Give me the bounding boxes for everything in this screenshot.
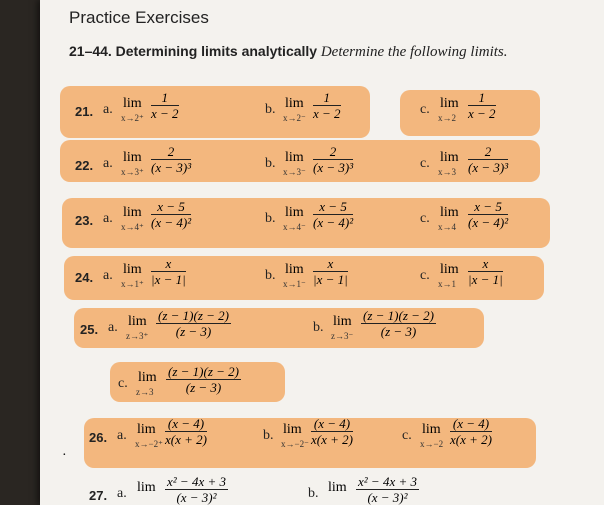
fraction-numerator: x xyxy=(468,256,503,272)
lim-operator: lim xyxy=(138,370,157,385)
part-label: a. xyxy=(103,268,113,283)
limit-subscript: z→3⁺ xyxy=(126,331,149,341)
limit-subscript: z→3⁻ xyxy=(331,331,354,341)
problem-number: 26. xyxy=(89,430,108,445)
lim-operator: lim xyxy=(285,205,304,220)
fraction xyxy=(356,474,419,505)
fraction-denominator: (x − 3)³ xyxy=(313,160,354,175)
fraction-numerator: (x − 4) xyxy=(311,416,353,432)
part-label: a. xyxy=(117,428,127,443)
lim-operator: lim xyxy=(128,314,147,329)
part-label: c. xyxy=(402,428,412,443)
fraction-numerator: 1 xyxy=(468,90,496,106)
fraction-denominator: (x − 4)² xyxy=(151,215,192,230)
part-label: a. xyxy=(103,156,113,171)
fraction-denominator: x − 2 xyxy=(313,106,341,121)
fraction xyxy=(313,144,353,175)
limit-subscript: x→2⁺ xyxy=(121,113,144,123)
exercise-instructions xyxy=(69,40,549,63)
fraction xyxy=(165,474,228,505)
fraction xyxy=(151,144,191,175)
limit-subscript: x→1⁻ xyxy=(283,279,306,289)
fraction xyxy=(313,90,341,121)
lim-operator: lim xyxy=(440,96,459,111)
fraction-numerator: 1 xyxy=(151,90,179,106)
limit-subscript: x→3⁺ xyxy=(121,167,144,177)
part-label: c. xyxy=(420,268,430,283)
part-label: b. xyxy=(263,428,274,443)
limit-subscript: x→3⁻ xyxy=(283,167,306,177)
lim-operator: lim xyxy=(123,205,142,220)
lim-operator: lim xyxy=(285,150,304,165)
limit-subscript: x→4 xyxy=(438,222,456,232)
problem-number: 23. xyxy=(75,213,94,228)
part-label: b. xyxy=(265,268,276,283)
fraction-numerator: 1 xyxy=(313,90,341,106)
limit-subscript: x→3 xyxy=(438,167,456,177)
lim-operator: lim xyxy=(123,150,142,165)
lim-operator: lim xyxy=(283,422,302,437)
part-label: a. xyxy=(108,320,118,335)
lim-operator: lim xyxy=(328,480,347,495)
fraction-denominator: |x − 1| xyxy=(313,272,348,287)
limit-subscript: z→3 xyxy=(136,387,154,397)
part-label: c. xyxy=(118,376,128,391)
limit-subscript: x→1 xyxy=(438,279,456,289)
fraction xyxy=(468,199,508,230)
fraction-numerator: (z − 1)(z − 2) xyxy=(363,308,434,323)
fraction-numerator: 2 xyxy=(313,144,353,160)
fraction xyxy=(311,416,353,447)
fraction-denominator: (x − 3)³ xyxy=(151,160,192,175)
part-label: b. xyxy=(308,486,319,501)
problem-number: 27. xyxy=(89,488,108,503)
fraction-denominator: x(x + 2) xyxy=(450,432,492,447)
part-label: b. xyxy=(265,211,276,226)
fraction-numerator: x − 5 xyxy=(151,199,191,215)
limit-subscript: x→−2⁺ xyxy=(135,439,163,449)
fraction-numerator: (z − 1)(z − 2) xyxy=(168,364,239,379)
fraction-numerator: x xyxy=(151,256,186,272)
fraction-denominator: (x − 3)² xyxy=(367,490,408,505)
part-label: c. xyxy=(420,156,430,171)
fraction-numerator: x² − 4x + 3 xyxy=(167,474,226,489)
exercise-heading: Determining limits analytically xyxy=(115,43,318,59)
limit-subscript: x→4⁺ xyxy=(121,222,144,232)
fraction xyxy=(313,256,348,287)
part-label: b. xyxy=(265,156,276,171)
lim-operator: lim xyxy=(137,422,156,437)
lim-operator: lim xyxy=(440,262,459,277)
fraction xyxy=(468,256,503,287)
lim-operator: lim xyxy=(440,150,459,165)
fraction xyxy=(165,416,207,447)
fraction-denominator: (z − 3) xyxy=(175,324,212,339)
lim-operator: lim xyxy=(285,262,304,277)
limit-subscript: x→2⁻ xyxy=(283,113,306,123)
exercise-instruction: Determine the following limits. xyxy=(320,44,508,60)
limit-subscript: x→−2⁻ xyxy=(281,439,309,449)
limit-subscript: x→4⁻ xyxy=(283,222,306,232)
fraction-denominator: x − 2 xyxy=(151,106,179,121)
bullet-dot: · xyxy=(62,448,67,463)
part-label: a. xyxy=(117,486,127,501)
problem-number: 22. xyxy=(75,158,94,173)
fraction-denominator: (x − 3)³ xyxy=(468,160,509,175)
fraction xyxy=(468,144,508,175)
fraction-denominator: (x − 4)² xyxy=(313,215,354,230)
part-label: a. xyxy=(103,102,113,117)
part-label: b. xyxy=(265,102,276,117)
fraction xyxy=(151,256,186,287)
part-label: a. xyxy=(103,211,113,226)
fraction-numerator: x xyxy=(313,256,348,272)
lim-operator: lim xyxy=(137,480,156,495)
fraction xyxy=(468,90,496,121)
fraction-denominator: x − 2 xyxy=(468,106,496,121)
lim-operator: lim xyxy=(123,96,142,111)
fraction-denominator: (z − 3) xyxy=(185,380,222,395)
part-label: c. xyxy=(420,102,430,117)
lim-operator: lim xyxy=(123,262,142,277)
exercise-range: 21–44. xyxy=(69,43,112,59)
fraction-numerator: x² − 4x + 3 xyxy=(358,474,417,489)
part-label: b. xyxy=(313,320,324,335)
fraction-numerator: (x − 4) xyxy=(165,416,207,432)
limit-subscript: x→1⁺ xyxy=(121,279,144,289)
fraction-denominator: |x − 1| xyxy=(151,272,186,287)
fraction-denominator: (z − 3) xyxy=(380,324,417,339)
fraction-numerator: (x − 4) xyxy=(450,416,492,432)
fraction xyxy=(313,199,353,230)
fraction xyxy=(156,308,231,339)
fraction xyxy=(151,90,179,121)
fraction-numerator: x − 5 xyxy=(468,199,508,215)
problem-number: 21. xyxy=(75,104,94,119)
section-title: Practice Exercises xyxy=(69,8,209,27)
part-label: c. xyxy=(420,211,430,226)
fraction xyxy=(361,308,436,339)
fraction-denominator: |x − 1| xyxy=(468,272,503,287)
lim-operator: lim xyxy=(285,96,304,111)
fraction-numerator: 2 xyxy=(151,144,191,160)
problem-number: 25. xyxy=(80,322,99,337)
fraction xyxy=(151,199,191,230)
fraction xyxy=(450,416,492,447)
fraction xyxy=(166,364,241,395)
fraction-numerator: 2 xyxy=(468,144,508,160)
limit-subscript: x→−2 xyxy=(420,439,444,449)
lim-operator: lim xyxy=(333,314,352,329)
fraction-denominator: x(x + 2) xyxy=(311,432,353,447)
fraction-denominator: x(x + 2) xyxy=(165,432,207,447)
limit-subscript: x→2 xyxy=(438,113,456,123)
problem-number: 24. xyxy=(75,270,94,285)
fraction-denominator: (x − 3)² xyxy=(176,490,217,505)
lim-operator: lim xyxy=(422,422,441,437)
fraction-numerator: (z − 1)(z − 2) xyxy=(158,308,229,323)
fraction-numerator: x − 5 xyxy=(313,199,353,215)
fraction-denominator: (x − 4)² xyxy=(468,215,509,230)
lim-operator: lim xyxy=(440,205,459,220)
